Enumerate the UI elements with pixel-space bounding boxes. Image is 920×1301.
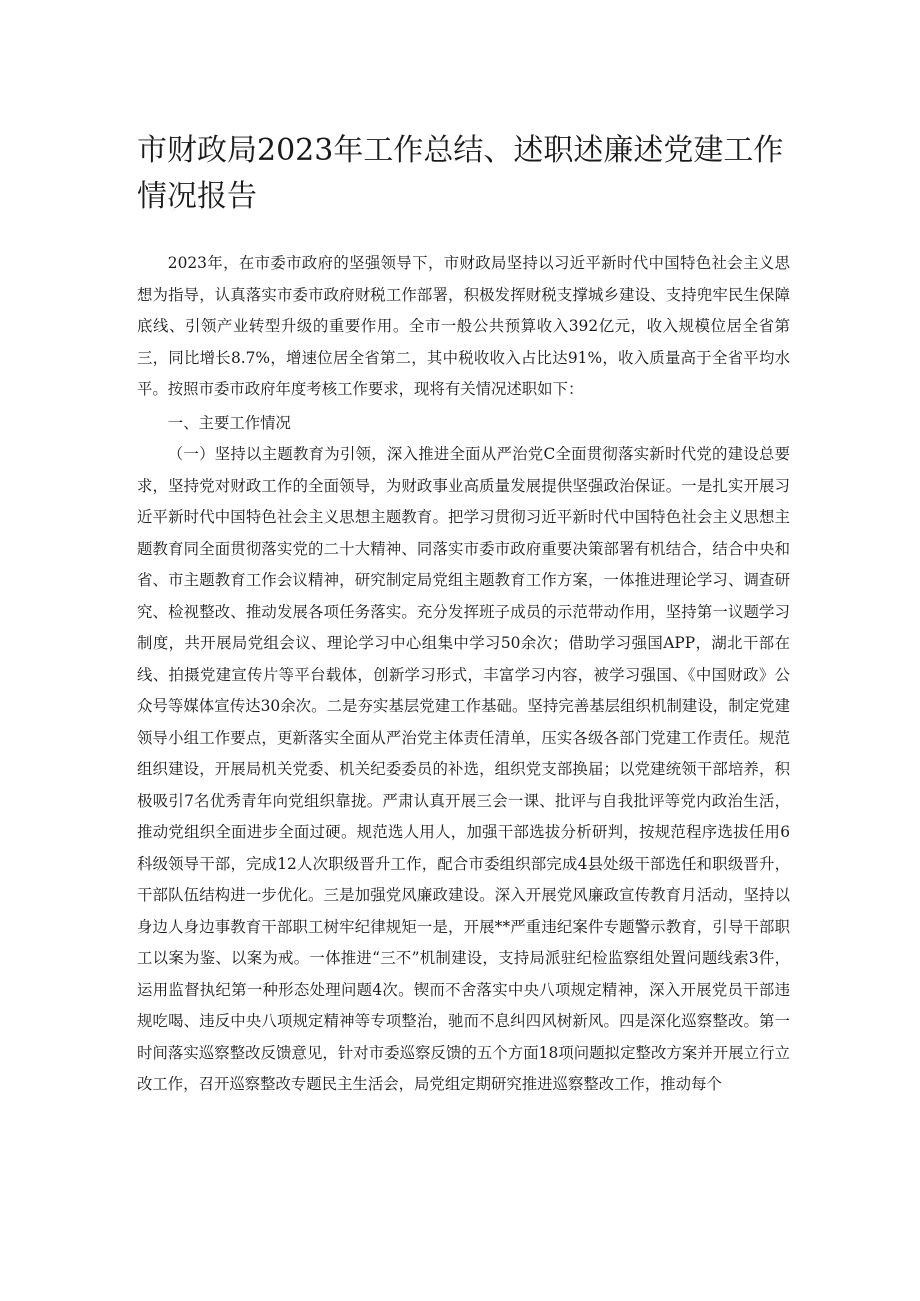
section-heading-main-work: 一、主要工作情况 <box>167 413 291 432</box>
document-title: 市财政局2023年工作总结、述职述廉述党建工作情况报告 <box>137 133 784 214</box>
intro-paragraph: 2023年，在市委市政府的坚强领导下，市财政局坚持以习近平新时代中国特色社会主义思想为指导，认真落实市委市政府财税工作部署，积极发挥财税支撑城乡建设、支持兜牢民生保障底线、引领产业转型升级的重要作用。全市一般公共预算收入392亿元，收入规模位居全省第三，同比增长8.7%，增速位居全省第二，其中税收收入占比达91%，收入质量高于全省平均水平。按照市委市政府年度考核工作要求，现将有关情况述职如下： <box>137 254 790 398</box>
section-paragraph-party-building: （一）坚持以主题教育为引领，深入推进全面从严治党C全面贯彻落实新时代党的建设总要求，坚持党对财政工作的全面领导，为财政事业高质量发展提供坚强政治保证。一是扎实开展习近平新时代中国特色社会主义思想主题教育。把学习贯彻习近平新时代中国特色社会主义思想主题教育同全面贯彻落实党的二十大精神、同落实市委市政府重要决策部署有机结合，结合中央和省、市主题教育工作会议精神，研究制定局党组主题教育工作方案，一体推进理论学习、调查研究、检视整改、推动发展各项任务落实。充分发挥班子成员的示范带动作用，坚持第一议题学习制度，共开展局党组会议、理论学习中心组集中学习50余次；借助学习强国APP，湖北干部在线、拍摄党建宣传片等平台载体，创新学习形式，丰富学习内容，被学习强国、《中国财政》公众号等媒体宣传达30余次。二是夯实基层党建工作基础。坚持完善基层组织机制建设，制定党建领导小组工作要点，更新落实全面从严治党主体责任清单，压实各级各部门党建工作责任。规范组织建设，开展局机关党委、机关纪委委员的补选，组织党支部换届；以党建统领干部培养，积极吸引7名优秀青年向党组织靠拢。严肃认真开展三会一课、批评与自我批评等党内政治生活，推动党组织全面进步全面过硬。规范选人用人，加强干部选拔分析研判，按规范程序选拔任用6科级领导干部，完成12人次职级晋升工作，配合市委组织部完成4县处级干部选任和职级晋升，干部队伍结构进一步优化。三是加强党风廉政建设。深入开展党风廉政宣传教育月活动，坚持以身边人身边事教育干部职工树牢纪律规矩一是，开展**严重违纪案件专题警示教育，引导干部职工以案为鉴、以案为戒。一体推进“三不”机制建设，支持局派驻纪检监察组处置问题线索3件，运用监督执纪第一种形态处理问题4次。锲而不舍落实中央八项规定精神，深入开展党员干部违规吃喝、违反中央八项规定精神等专项整治，驰而不息纠四风树新风。四是深化巡察整改。第一时间落实巡察整改反馈意见，针对市委巡察反馈的五个方面18项问题拟定整改方案并开展立行立改工作，召开巡察整改专题民主生活会，局党组定期研究推进巡察整改工作，推动每个 <box>137 445 790 1093</box>
